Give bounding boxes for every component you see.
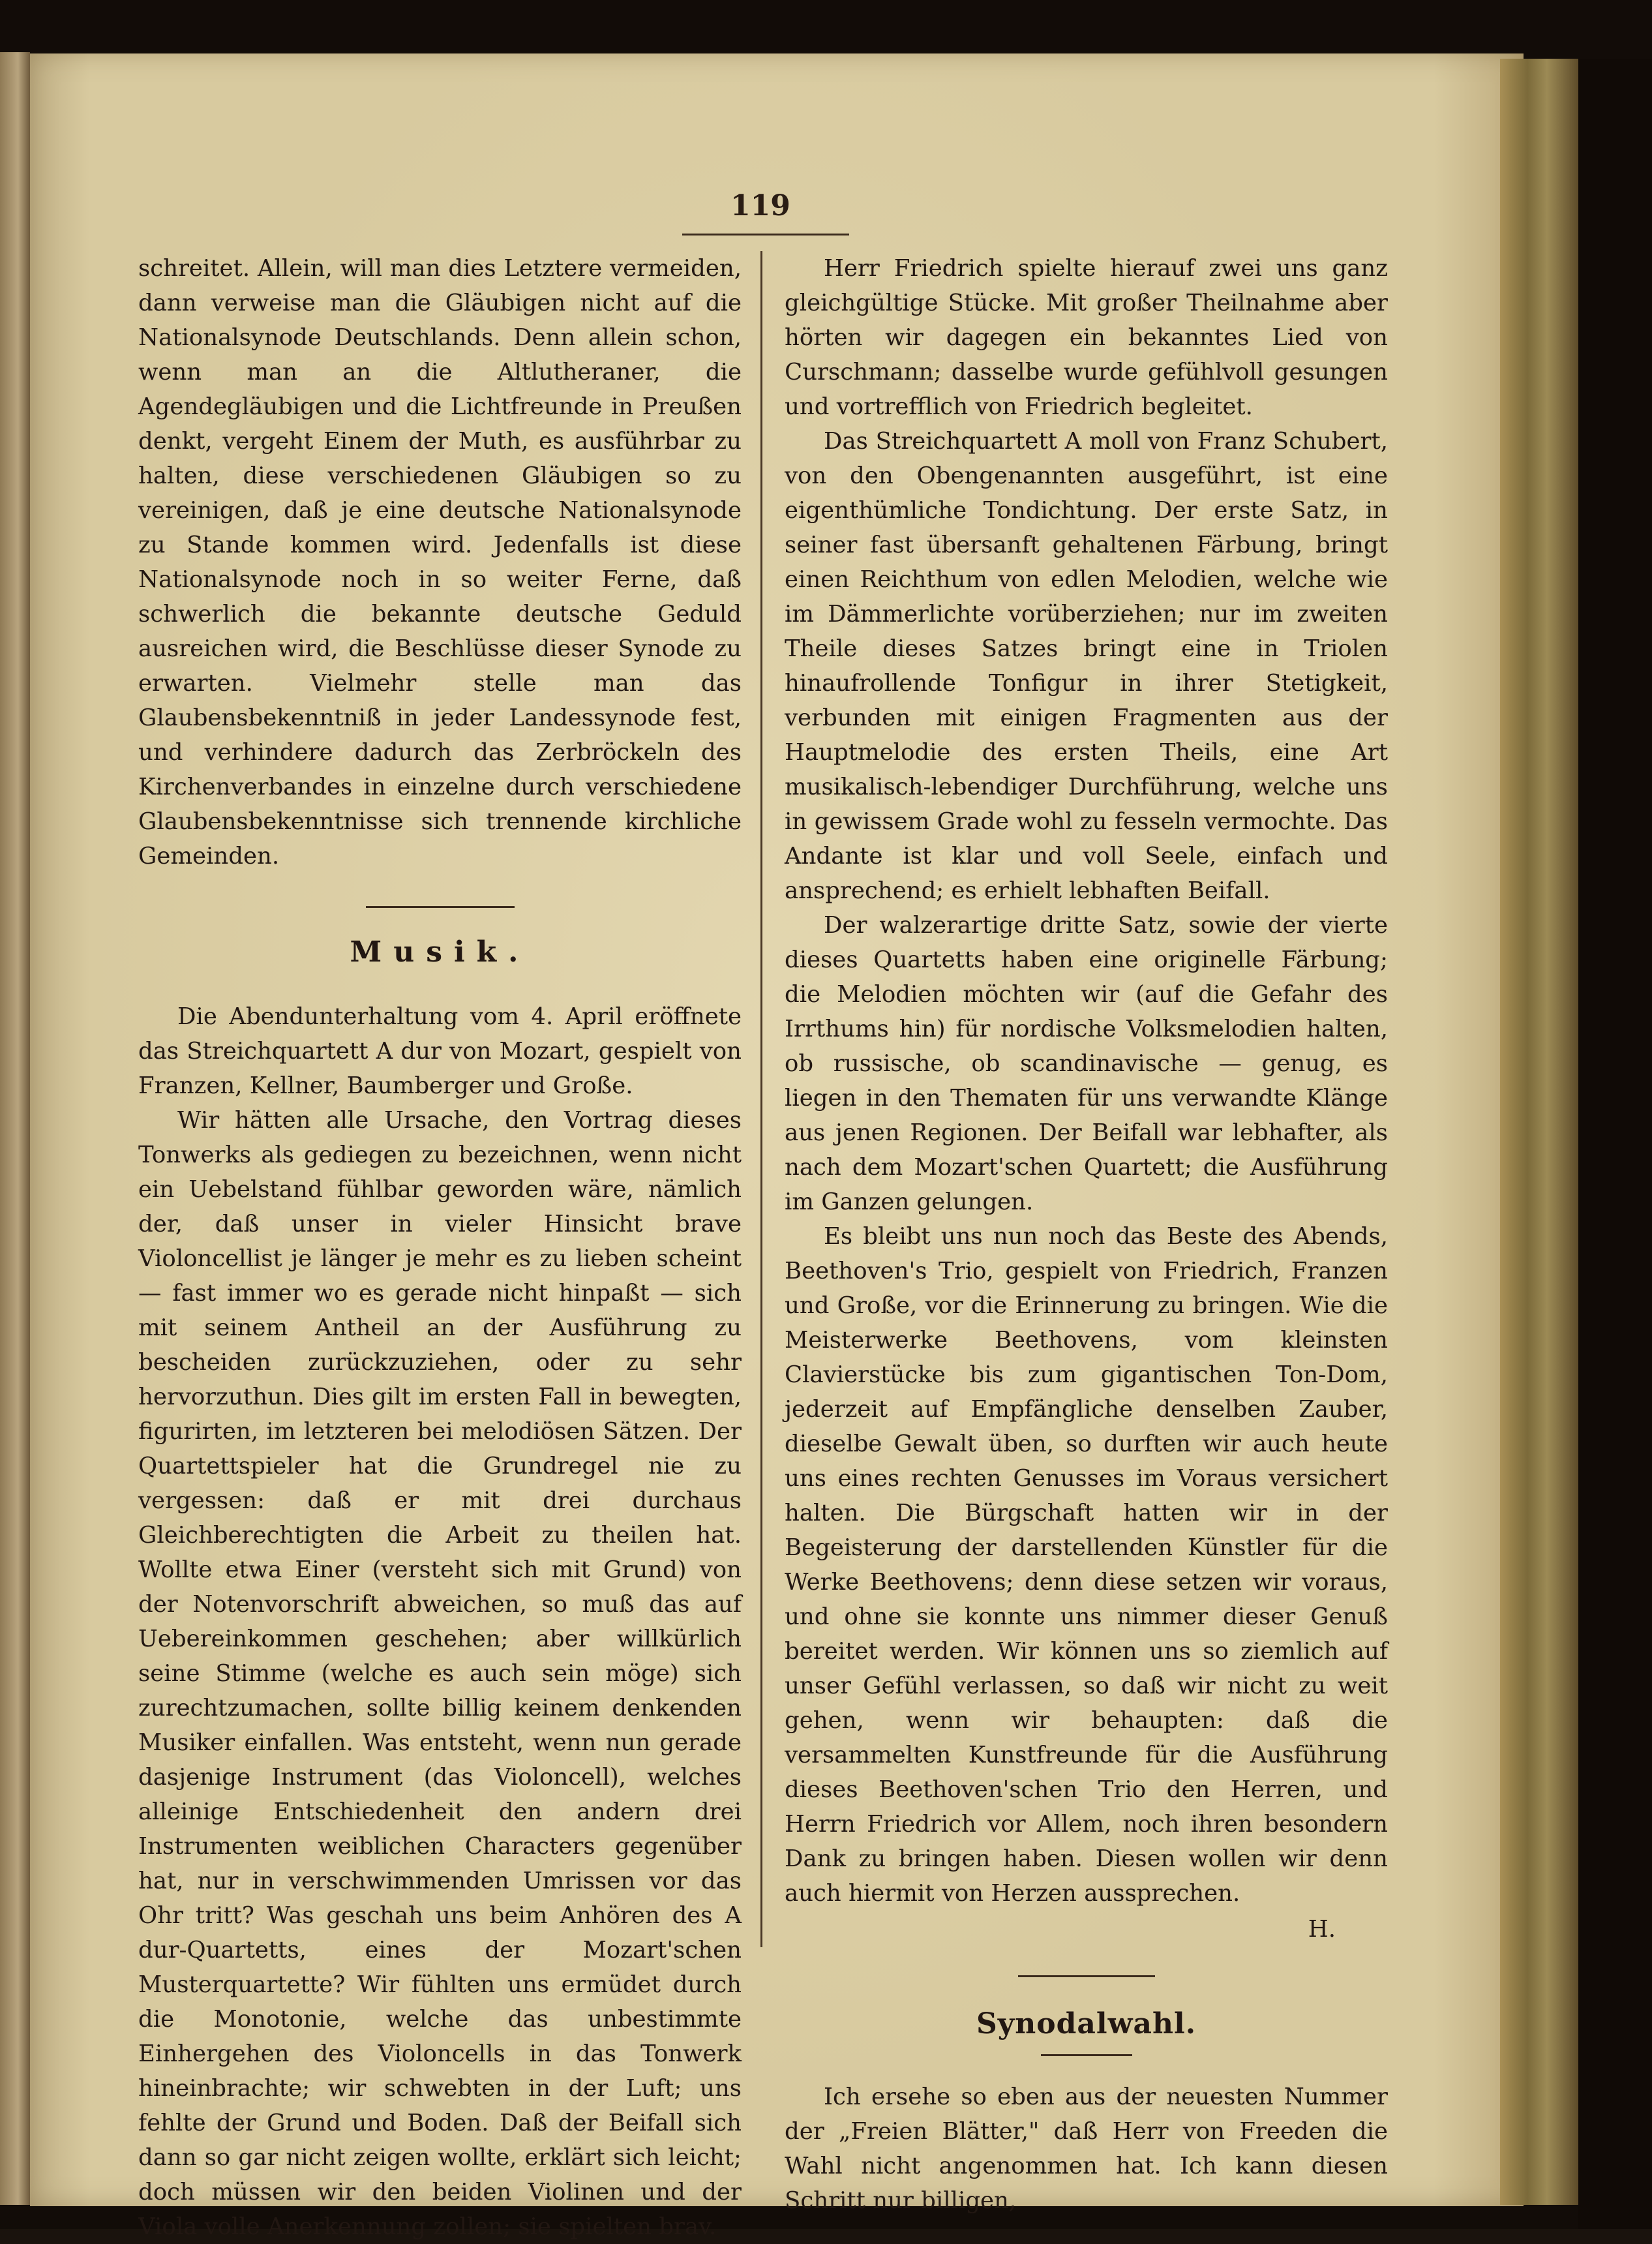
page-fore-edge (1500, 59, 1578, 2205)
column-divider (760, 251, 762, 1947)
page-number: 119 (730, 189, 790, 222)
title-underline (1041, 2054, 1132, 2056)
musik-paragraph: Das Streichquartett A moll von Franz Schubert, von den Obengenannten ausgeführt, ist eine eigenthümliche Tondichtung. Der erste Satz, in seiner fast übersanft gehaltenen Färbung, bringt einen Reichthum von edlen Melodien, welche wie im Dämmerlichte vorüberziehen; nur im zweiten Theile dieses Satzes bringt eine in Triolen hinaufrollende Tonfigur in ihrer Stetigkeit, verbunden mit einigen Fragmenten aus der Hauptmelodie des ersten Theils, eine Art musikalisch-lebendiger Durchführung, welche uns in gewissem Grade wohl zu fesseln vermochte. Das Andante ist klar und voll Seele, einfach und ansprechend; es erhielt lebhaften Beifall. (785, 428, 1388, 904)
section-divider (1018, 1975, 1155, 1977)
musik-paragraph: Der walzerartige dritte Satz, sowie der vierte dieses Quartetts haben eine originelle Färbung; die Melodien möchten wir (auf die Gefahr des Irrthums hin) für nordische Volksmelodien halten, ob russische, ob scandinavische — genug, es liegen in den Thematen für uns verwandte Klänge aus jenen Regionen. Der Beifall war lebhafter, als nach dem Mozart'schen Quartett; die Ausführung im Ganzen gelungen. (785, 912, 1388, 1215)
scan-border-right (1578, 59, 1652, 2229)
header-rule (682, 234, 849, 235)
section-title-synodalwahl: Synodalwahl. (976, 2007, 1197, 2040)
synodal-paragraph: Ich ersehe so eben aus der neuesten Nummer der „Freien Blätter," daß Herr von Freeden die Wahl nicht angenommen hat. Ich kann diesen Schritt nur billigen, (785, 2084, 1388, 2214)
intro-paragraph: schreitet. Allein, will man dies Letztere vermeiden, dann verweise man die Gläubigen nicht auf die Nationalsynode Deutschlands. Denn allein schon, wenn man an die Altlutheraner, die Agendegläubigen und die Lichtfreunde in Preußen denkt, vergeht Einem der Muth, es ausführbar zu halten, diese verschiedenen Gläubigen so zu vereinigen, daß je eine deutsche Nationalsynode zu Stande kommen wird. Jedenfalls ist diese Nationalsynode noch in so weiter Ferne, daß schwerlich die bekannte deutsche Geduld ausreichen wird, die Beschlüsse dieser Synode zu erwarten. Vielmehr stelle man das Glaubensbekenntniß in jeder Landessynode fest, und verhindere dadurch das Zerbröckeln des Kirchenverbandes in einzelne durch verschiedene Glaubensbekenntnisse sich trennende kirchliche Gemeinden. (138, 255, 742, 870)
musik-paragraph: Wir hätten alle Ursache, den Vortrag dieses Tonwerks als gediegen zu bezeichnen, wenn nicht ein Uebelstand fühlbar geworden wäre, nämlich der, daß unser in vieler Hinsicht brave Violoncellist je länger je mehr es zu lieben scheint — fast immer wo es gerade nicht hinpaßt — sich mit seinem Antheil an der Ausführung zu bescheiden zurückzuziehen, oder zu sehr hervorzuthun. Dies gilt im ersten Fall in bewegten, figurirten, im letzteren bei melodiösen Sätzen. Der Quartettspieler hat die Grundregel nie zu vergessen: daß er mit drei durchaus Gleichberechtigten die Arbeit zu theilen hat. Wollte etwa Einer (versteht sich mit Grund) von der Notenvorschrift abweichen, so muß das auf Uebereinkommen geschehen; aber willkürlich seine Stimme (welche es auch sein möge) sich zurechtzumachen, sollte billig keinem denkenden Musiker einfallen. Was entsteht, wenn nun gerade dasjenige Instrument (das Violoncell), welches alleinige Entschiedenheit den andern drei Instrumenten weiblichen Characters gegenüber hat, nur in verschwimmenden Umrissen vor das Ohr tritt? Was geschah uns beim Anhören des A dur-Quartetts, eines der Mozart'schen Musterquartette? Wir fühlten uns ermüdet durch die Monotonie, welche das unbestimmte Einhergehen des Violoncells in das Tonwerk hineinbrachte; wir schwebten in der Luft; uns fehlte der Grund und Boden. Daß der Beifall sich dann so gar nicht zeigen wollte, erklärt sich leicht; doch müssen wir den beiden Violinen und der Viola volle Anerkennung zollen; sie spielten brav. (138, 1107, 742, 2240)
musik-paragraph: Herr Friedrich spielte hierauf zwei uns ganz gleichgültige Stücke. Mit großer Theilnahme aber hörten wir dagegen ein bekanntes Lied von Curschmann; dasselbe wurde gefühlvoll gesungen und vortrefflich von Friedrich begleitet. (785, 255, 1388, 420)
previous-page-edge (0, 52, 30, 2205)
musik-paragraph: Es bleibt uns nun noch das Beste des Abends, Beethoven's Trio, gespielt von Friedrich, Franzen und Große, vor die Erinnerung zu bringen. Wie die Meisterwerke Beethovens, vom kleinsten Clavierstücke bis zum gigantischen Ton-Dom, jederzeit auf Empfängliche denselben Zauber, dieselbe Gewalt üben, so durften wir auch heute uns eines rechten Genusses im Voraus versichert halten. Die Bürgschaft hatten wir in der Begeisterung der darstellenden Künstler für die Werke Beethovens; denn diese setzen wir voraus, und ohne sie konnte uns nimmer dieser Genuß bereitet werden. Wir können uns so ziemlich auf unser Gefühl verlassen, so daß wir nicht zu weit gehen, wenn wir behaupten: daß die versammelten Kunstfreunde für die Ausführung dieses Beethoven'schen Trio den Herren, und Herrn Friedrich vor Allem, noch ihren besondern Dank zu bringen haben. Diesen wollen wir denn auch hiermit von Herzen aussprechen. (785, 1223, 1388, 1907)
right-column (785, 251, 1388, 2218)
section-divider (366, 906, 515, 908)
author-signature: H. (1308, 1916, 1336, 1943)
musik-paragraph: Die Abendunterhaltung vom 4. April eröffnete das Streichquartett A dur von Mozart, gespielt von Franzen, Kellner, Baumberger und Große. (138, 1003, 742, 1099)
left-column (138, 251, 742, 2244)
section-title-musik: Musik. (350, 935, 530, 969)
